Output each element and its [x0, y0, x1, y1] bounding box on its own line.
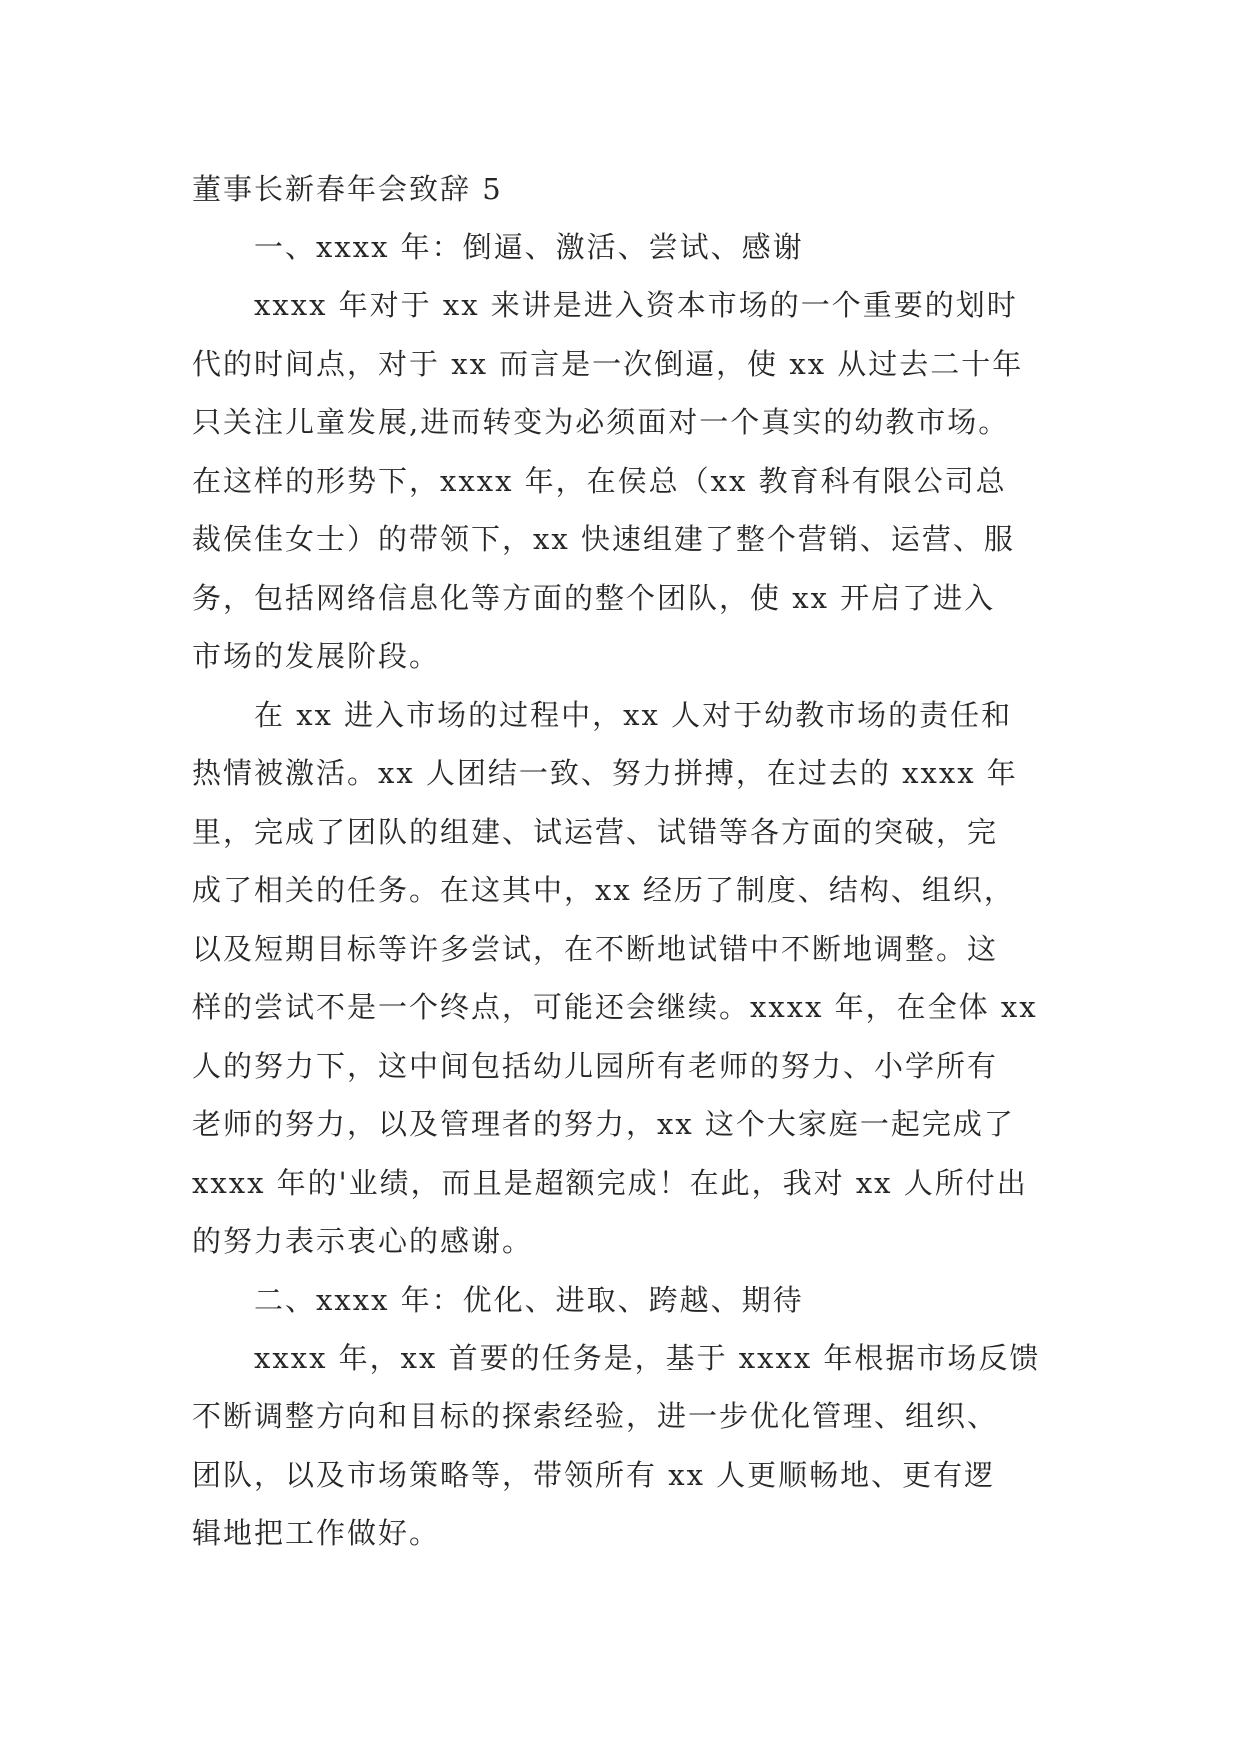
section-1-heading: 一、xxxx 年：倒逼、激活、尝试、感谢: [254, 230, 804, 264]
document-title: 董事长新春年会致辞 5: [192, 172, 503, 206]
paragraph-line: 团队，以及市场策略等，带领所有 xx 人更顺畅地、更有逻: [192, 1457, 996, 1492]
section-2-heading: 二、xxxx 年：优化、进取、跨越、期待: [254, 1282, 804, 1317]
paragraph-line: 市场的发展阶段。: [192, 639, 441, 673]
paragraph-line: 里，完成了团队的组建、试运营、试错等各方面的突破，完: [192, 814, 999, 849]
paragraph-line: 在 xx 进入市场的过程中，xx 人对于幼教市场的责任和: [254, 697, 1013, 732]
section-2-paragraph-1: [192, 1329, 1092, 1563]
paragraph-line: 人的努力下，这中间包括幼儿园所有老师的努力、小学所有: [192, 1048, 999, 1083]
paragraph-line: xxxx 年对于 xx 来讲是进入资本市场的一个重要的划时: [254, 288, 1018, 322]
paragraph-line: 不断调整方向和目标的探索经验，进一步优化管理、组织、: [192, 1399, 999, 1433]
paragraph-line: 样的尝试不是一个终点，可能还会继续。xxxx 年，在全体 xx: [192, 990, 1038, 1024]
paragraph-line: 成了相关的任务。在这其中，xx 经历了制度、结构、组织，: [192, 873, 1015, 907]
paragraph-line: 以及短期目标等许多尝试，在不断地试错中不断地调整。这: [192, 931, 999, 966]
paragraph-line: 代的时间点，对于 xx 而言是一次倒逼，使 xx 从过去二十年: [192, 346, 1024, 381]
paragraph-line: 裁侯佳女士）的带领下，xx 快速组建了整个营销、运营、服: [192, 522, 1015, 556]
paragraph-line: 辑地把工作做好。: [192, 1516, 441, 1550]
paragraph-line: xxxx 年的'业绩，而且是超额完成！在此，我对 xx 人所付出: [192, 1165, 1028, 1200]
paragraph-line: 务，包括网络信息化等方面的整个团队，使 xx 开启了进入: [192, 580, 996, 615]
document-body: [192, 160, 1092, 1563]
paragraph-line: 在这样的形势下，xxxx 年，在侯总（xx 教育科有限公司总: [192, 463, 1007, 498]
paragraph-line: 的努力表示衷心的感谢。: [192, 1224, 534, 1258]
paragraph-line: xxxx 年，xx 首要的任务是，基于 xxxx 年根据市场反馈: [254, 1340, 1041, 1375]
paragraph-line: 老师的努力，以及管理者的努力，xx 这个大家庭一起完成了: [192, 1107, 1015, 1141]
paragraph-line: 热情被激活。xx 人团结一致、努力拼搏，在过去的 xxxx 年: [192, 756, 1018, 790]
section-1-paragraph-1: [192, 276, 1092, 686]
paragraph-line: 只关注儿童发展,进而转变为必须面对一个真实的幼教市场。: [192, 405, 1010, 439]
section-1-paragraph-2: [192, 686, 1092, 1271]
